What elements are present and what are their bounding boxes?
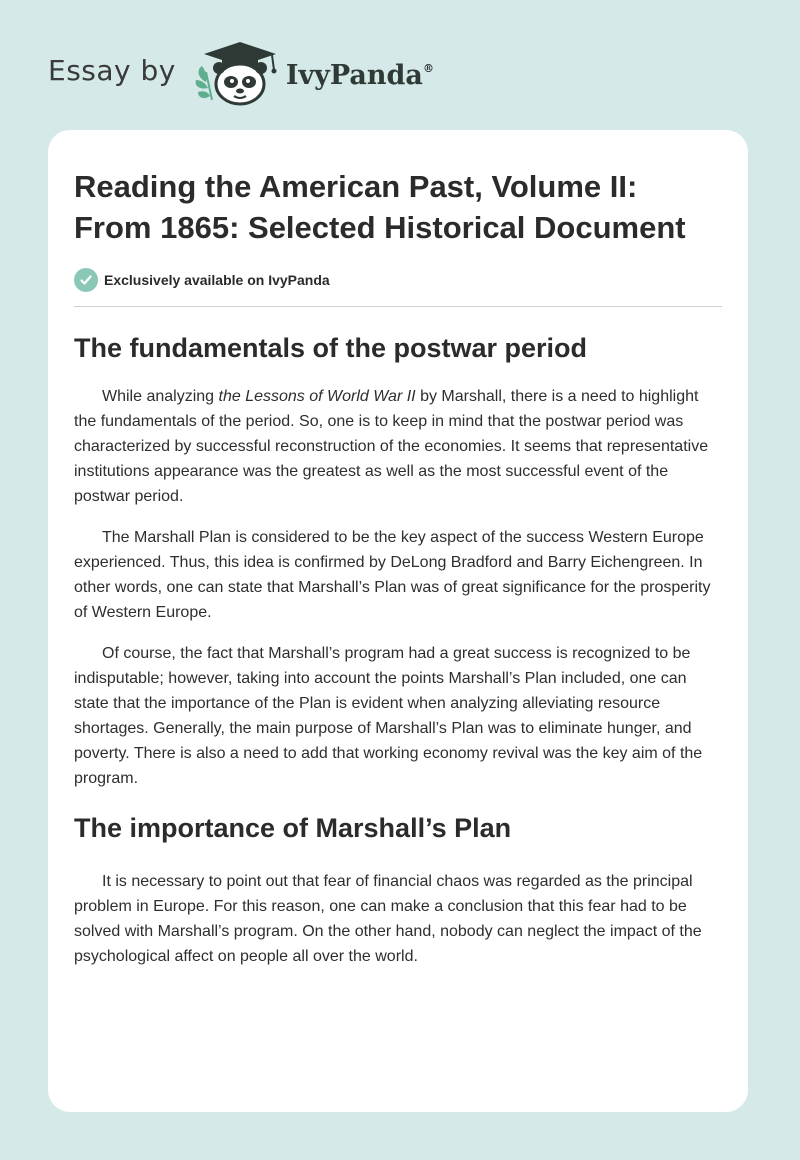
paragraph-text: by Marshall, there is a need to highlight the fundamentals of the period. So, one is to keep in mind that the postwar period was characterized by successful reconstruction of the economies. It seems that representative institutions appearance was the greatest as well as the most successful event of the postwar period. xyxy=(74,388,709,505)
badge-label: Exclusively available on IvyPanda xyxy=(104,272,330,288)
exclusive-badge xyxy=(74,268,722,292)
brand-name[interactable] xyxy=(286,60,434,91)
divider xyxy=(74,306,722,307)
brand-text: IvyPanda xyxy=(285,59,423,91)
paragraph: Of course, the fact that Marshall’s program had a great success is recognized to be indisputable; however, taking into account the points Marshall’s Plan included, one can state that the importance of the Plan is evident when analyzing alleviating resource shortages. Generally, the main purpose of Marshall’s Plan was to eliminate hunger, and poverty. There is also a need to add that working economy revival was the key aim of the program. xyxy=(74,645,703,787)
paragraph xyxy=(74,384,722,509)
section-heading: The fundamentals of the postwar period xyxy=(74,333,588,363)
paragraph: It is necessary to point out that fear of financial chaos was regarded as the principal problem in Europe. For this reason, one can make a conclusion that this fear had to be solved with Marshall’s program. On the other hand, nobody can neglect the impact of the psychological affect on people all over the world. xyxy=(74,873,702,965)
paragraph: The Marshall Plan is considered to be the key aspect of the success Western Europe experienced. Thus, this idea is confirmed by DeLong Bradford and Barry Eichengreen. In other words, one can state that Marshall’s Plan was of great significance for the prosperity of Western Europe. xyxy=(74,529,711,621)
registered-mark: ® xyxy=(422,61,434,75)
site-header xyxy=(48,38,434,108)
essay-title: Reading the American Past, Volume II: From 1865: Selected Historical Document xyxy=(74,169,686,245)
section-heading: The importance of Marshall’s Plan xyxy=(74,813,512,843)
essay-by-label: Essay by xyxy=(48,53,176,87)
paragraph-text: While analyzing xyxy=(102,388,219,405)
check-circle-icon xyxy=(74,268,98,292)
panda-graduate-icon[interactable] xyxy=(192,38,284,108)
book-title: the Lessons of World War II xyxy=(218,388,416,405)
essay-card xyxy=(48,130,748,1112)
